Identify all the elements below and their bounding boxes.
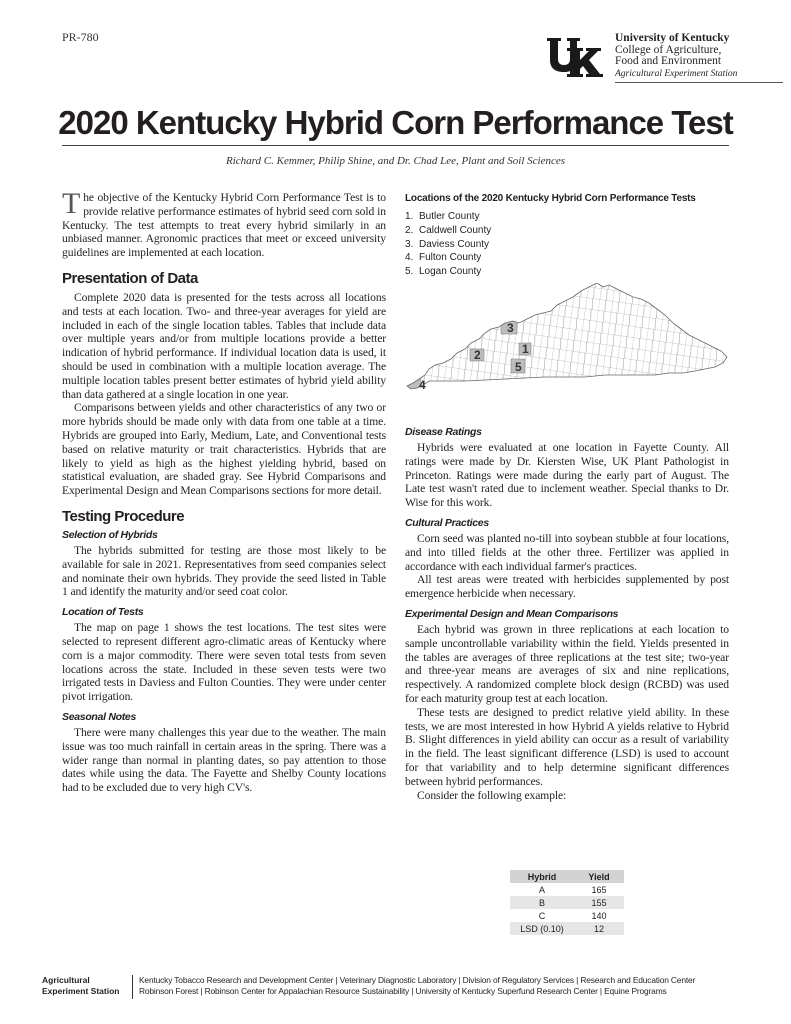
location-item: 1. Butler County xyxy=(405,211,480,222)
footer-divider xyxy=(132,975,133,999)
testing-heading: Testing Procedure xyxy=(62,507,185,525)
intro-text: he objective of the Kentucky Hybrid Corn Performance Test is to provide relative performance estimates of hybrid seed corn sold in Kentucky. The test attempts to treat every hybrid similarly in an unbiased manner. Agronomic practices that meet or exceed university guidelines are implemented at each location. xyxy=(62,191,386,260)
map-marker-3: 3 xyxy=(507,321,514,335)
selection-heading: Selection of Hybrids xyxy=(62,528,158,541)
map-title: Locations of the 2020 Kentucky Hybrid Corn Performance Tests xyxy=(405,193,696,204)
footer-station-label: Agricultural Experiment Station xyxy=(42,975,120,996)
cultural-paragraph-1: Corn seed was planted no-till into soybean stubble at four locations, and into tilled fields at the other three. Fertilizer was applied in accordance with each individual farmer's practices. xyxy=(405,531,729,573)
cultural-heading: Cultural Practices xyxy=(405,516,489,529)
yield-cell: 155 xyxy=(574,896,624,909)
location-item: 5. Logan County xyxy=(405,266,482,278)
location-list xyxy=(405,210,735,279)
page-title: 2020 Kentucky Hybrid Corn Performance Test xyxy=(58,104,733,141)
disease-paragraph: Hybrids were evaluated at one location in Fayette County. All ratings were made by Dr. Kiersten Wise, UK Plant Pathologist in Princeton. Ratings were made during the early part of August. The Late test wasn't rated due to inclement weather. Special thanks to Dr. Wise for this work. xyxy=(405,441,729,510)
seasonal-paragraph: There were many challenges this year due to the weather. The main issue was too much rainfall in certain areas in the spring. There was a wider range than normal in planting dates, so pay attention to those dates while using the data. The Fayette and Shelby County locations had to be excluded due to very high CV's. xyxy=(62,725,386,795)
publication-number: PR-780 xyxy=(62,30,99,44)
yield-cell: 165 xyxy=(591,884,607,895)
drop-cap: T xyxy=(62,187,81,220)
map-marker-2: 2 xyxy=(474,348,481,362)
header-divider xyxy=(615,82,783,83)
location-item: 2. Caldwell County xyxy=(405,224,492,236)
experimental-paragraph-1: Each hybrid was grown in three replications at each location to sample uncontrollable variability within the field. Yields presented in the tables are averages of three replications at the test site; two-year and three-year means are averages of six and nine replications, respectively. A randomized complete block design (RCBD) was used for each maturity group test at each location. xyxy=(405,622,729,705)
selection-paragraph: The hybrids submitted for testing are those most likely to be available for sale in 2021. Representatives from seed companies select and nominate their own hybrids. They provide the seed listed in Table 1 and identify the maturity and/or seed coat color. xyxy=(62,543,386,599)
university-name: University of Kentucky xyxy=(615,32,730,44)
left-column xyxy=(62,187,386,795)
disease-heading: Disease Ratings xyxy=(405,426,482,438)
location-paragraph: The map on page 1 shows the test locations. The test sites were selected to represent different agro-climatic areas of Kentucky where corn is a major commodity. There were seven total tests from seven locations across the state. Included in these seven tests were two irrigated tests in Daviess and Fulton Counties. They were under center pivot irrigation. xyxy=(62,621,386,704)
presentation-paragraph-2: Comparisons between yields and other characteristics of any two or more hybrids should be made only with data from one table at a time. Hybrids are grouped into Early, Medium, Late, and Conventional tests based on relative maturity or trait characteristics. Hybrids that are likely to yield as high as the highest yielding hybrid, based on statistical evaluation, are shaded gray. See Hybrid Comparisons and Experimental Design and Mean Comparisons sections for more detail. xyxy=(62,401,386,498)
presentation-paragraph-1: Complete 2020 data is presented for the tests across all locations and tests at each location. Two- and three-year averages for yield are included in each of the single location tables. Tables that include data over multiple years and/or from multiple locations provide a better indication of hybrid performance. If individual location data is used, it should be used in combination with a multiple location average. The multiple location tables present better estimates of hybrid yield ability than data gathered at a single location in one year. xyxy=(62,290,386,401)
footer-line-2: Robinson Forest | Robinson Center for Appalachian Resource Sustainability | University of Kentucky Superfund Research Center | Equine Programs xyxy=(139,986,667,996)
college-line2: Food and Environment xyxy=(615,55,722,67)
table-header-row xyxy=(510,870,624,883)
right-column xyxy=(405,426,729,802)
location-heading: Location of Tests xyxy=(62,606,144,619)
title-divider xyxy=(62,145,729,146)
experimental-paragraph-3: Consider the following example: xyxy=(417,788,567,802)
uk-logo xyxy=(545,34,609,80)
cultural-paragraph-2: All test areas were treated with herbicides supplemented by post emergence herbicide when necessary. xyxy=(405,573,729,601)
hybrid-cell: B xyxy=(510,896,574,909)
location-item: 3. Daviess County xyxy=(405,238,490,250)
footer-programs xyxy=(139,975,769,997)
station-name: Agricultural Experiment Station xyxy=(615,68,738,79)
locations-map-block xyxy=(405,193,735,408)
location-item: 4. Fulton County xyxy=(405,252,482,264)
hybrid-cell: C xyxy=(538,910,546,921)
hybrid-cell: A xyxy=(538,884,545,895)
map-marker-5: 5 xyxy=(515,360,522,374)
example-yield-table xyxy=(510,870,624,935)
experimental-paragraph-2: These tests are designed to predict relative yield ability. In these tests, we are most interested in how Hybrid A yields relative to Hybrid B. Slight differences in yield ability can occur as a result of variability in the field. The least significant difference (LSD) is used to account for that variability and to help determine significant differences between hybrid performances. xyxy=(405,705,729,788)
table-row xyxy=(510,909,624,922)
yield-cell: 140 xyxy=(591,910,607,921)
university-block xyxy=(615,33,785,80)
intro-paragraph xyxy=(62,187,386,260)
table-row xyxy=(510,896,624,909)
hybrid-cell: LSD (0.10) xyxy=(510,922,574,935)
map-marker-4: 4 xyxy=(419,378,426,392)
presentation-heading: Presentation of Data xyxy=(62,269,198,287)
authors: Richard C. Kemmer, Philip Shine, and Dr. Chad Lee, Plant and Soil Sciences xyxy=(225,155,566,167)
college-line1: College of Agriculture, xyxy=(615,43,722,56)
footer-line-1: Kentucky Tobacco Research and Development Center | Veterinary Diagnostic Laboratory | Division of Regulatory Services | Research and Education Center xyxy=(139,975,696,985)
column-header-yield: Yield xyxy=(574,870,624,883)
yield-cell: 12 xyxy=(574,922,624,935)
table-row xyxy=(510,883,624,896)
seasonal-heading: Seasonal Notes xyxy=(62,710,136,723)
map-marker-1: 1 xyxy=(522,342,529,356)
table-row xyxy=(510,922,624,935)
kentucky-county-map xyxy=(405,283,735,403)
experimental-heading: Experimental Design and Mean Comparisons xyxy=(405,607,619,620)
column-header-hybrid: Hybrid xyxy=(510,870,574,883)
